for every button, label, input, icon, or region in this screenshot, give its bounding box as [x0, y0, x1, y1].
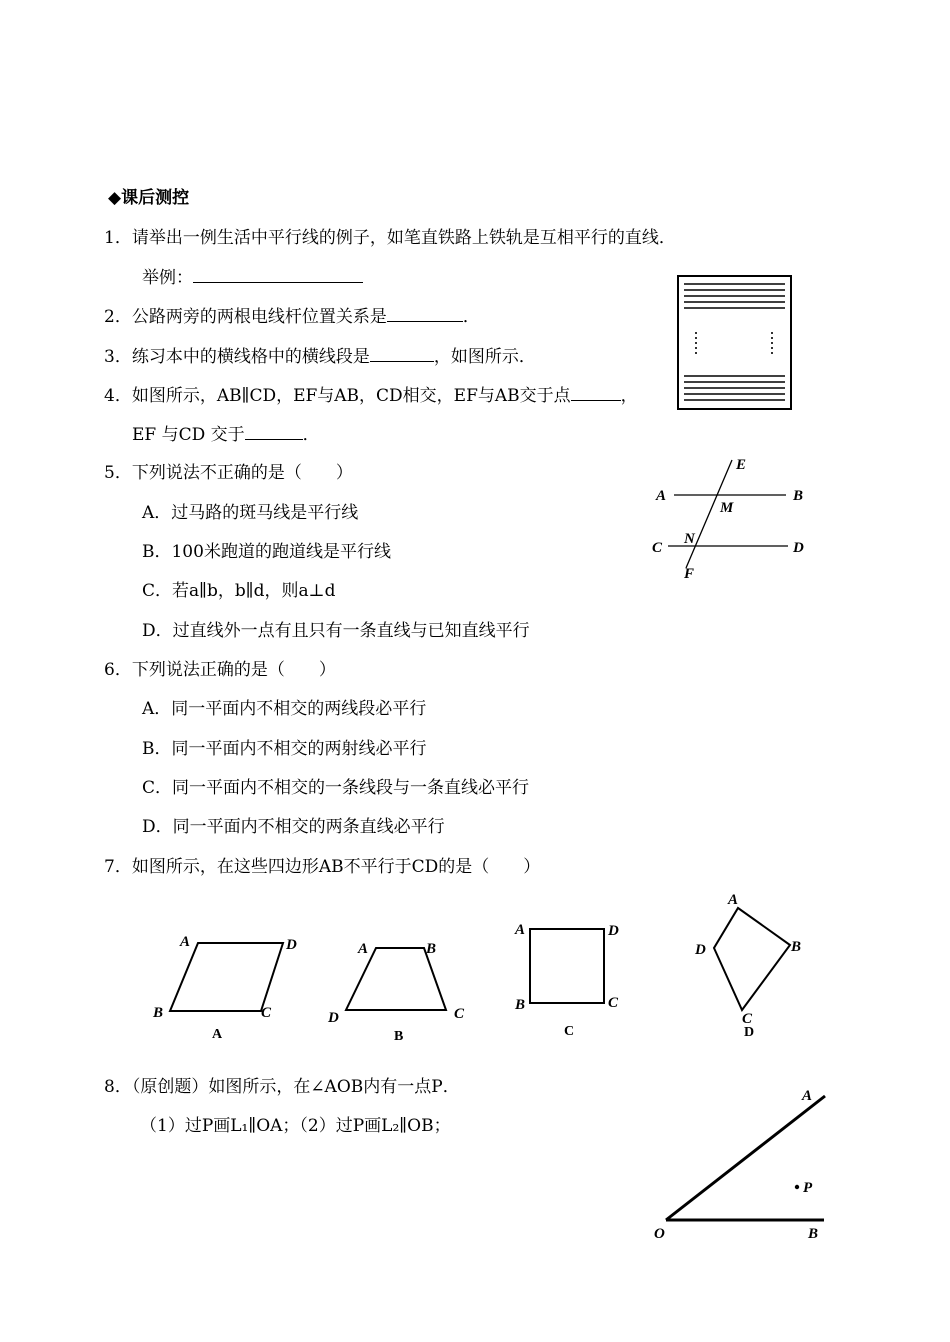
exercise-book-figure	[676, 274, 794, 412]
angle-label-a: A	[802, 1088, 813, 1104]
fig-label-e: E	[736, 457, 747, 473]
question-5-option-a: A．过马路的斑马线是平行线	[142, 503, 359, 523]
fig-label-b: B	[793, 488, 804, 504]
question-3	[104, 346, 536, 367]
quad-c-label-c: C	[608, 995, 619, 1011]
answer-blank	[387, 306, 463, 322]
angle-label-b: B	[808, 1226, 819, 1242]
question-6-option-b: B．同一平面内不相交的两射线必平行	[142, 739, 427, 759]
question-4-line2-text: EF 与CD 交于	[132, 425, 245, 445]
question-8: 8．（原创题）如图所示，在∠AOB内有一点P．	[104, 1077, 460, 1097]
question-3-end: ，如图所示．	[433, 347, 536, 367]
quad-d-label-b: B	[791, 939, 802, 955]
question-8-sub: （1）过P画L₁∥OA；（2）过P画L₂∥OB；	[140, 1116, 451, 1136]
question-4-line2-end: ．	[302, 425, 320, 445]
quad-b-label-b: B	[426, 941, 437, 957]
quad-b-caption: B	[394, 1029, 404, 1044]
question-4-line1-end: ，	[620, 386, 638, 406]
answer-blank	[245, 424, 303, 440]
quad-a-label-b: B	[153, 1005, 164, 1021]
question-5-option-d: D．过直线外一点有且只有一条直线与已知直线平行	[142, 621, 530, 641]
question-4-line2	[132, 424, 320, 445]
fig-label-a: A	[656, 488, 667, 504]
example-label: 举例：	[142, 268, 193, 288]
quad-a-label-d: D	[286, 937, 297, 953]
quad-a-label-c: C	[261, 1005, 272, 1021]
quadrilateral-b-figure	[326, 930, 476, 1045]
fig-label-f: F	[684, 566, 695, 580]
question-7: 7．如图所示，在这些四边形AB不平行于CD的是（ ）	[104, 857, 541, 877]
question-2	[104, 306, 480, 327]
question-3-text: 3．练习本中的横线格中的横线段是	[104, 347, 370, 367]
answer-blank	[571, 385, 621, 401]
question-6-option-c: C．同一平面内不相交的一条线段与一条直线必平行	[142, 778, 530, 798]
question-5-option-c: C．若a∥b，b∥d，则a⊥d	[142, 581, 336, 601]
fig-label-m: M	[720, 500, 734, 516]
quad-c-label-d: D	[608, 923, 619, 939]
fig-label-d: D	[793, 540, 804, 556]
angle-label-o: O	[654, 1226, 665, 1242]
question-6: 6．下列说法正确的是（ ）	[104, 660, 336, 680]
quad-b-label-d: D	[328, 1010, 339, 1026]
quadrilateral-d-figure	[690, 888, 815, 1043]
question-6-option-a: A．同一平面内不相交的两线段必平行	[142, 699, 427, 719]
quad-c-label-a: A	[515, 922, 526, 938]
question-1-example	[142, 267, 363, 288]
quad-a-label-a: A	[180, 934, 191, 950]
answer-blank	[193, 267, 363, 283]
point-p	[795, 1185, 799, 1189]
quad-d-label-c: C	[742, 1011, 753, 1027]
fig-label-n: N	[684, 531, 695, 547]
question-6-option-d: D．同一平面内不相交的两条直线必平行	[142, 817, 445, 837]
question-2-text: 2．公路两旁的两根电线杆位置关系是	[104, 307, 387, 327]
angle-label-p: P	[803, 1180, 813, 1196]
question-4	[104, 385, 638, 406]
quad-b-label-c: C	[454, 1006, 465, 1022]
section-title: ◆课后测控	[108, 188, 190, 208]
parallel-lines-figure	[648, 455, 818, 580]
quad-d-label-d: D	[695, 942, 706, 958]
quad-d-label-a: A	[728, 892, 739, 908]
question-4-line1: 4．如图所示，AB∥CD，EF与AB，CD相交，EF与AB交于点	[104, 386, 571, 406]
quad-a-caption: A	[212, 1027, 223, 1042]
question-1: 1．请举出一例生活中平行线的例子，如笔直铁路上铁轨是互相平行的直线．	[104, 228, 676, 248]
angle-aob-figure	[650, 1080, 830, 1245]
answer-blank	[370, 346, 434, 362]
quadrilateral-a-figure	[150, 928, 310, 1043]
quad-b-label-a: A	[358, 941, 369, 957]
fig-label-c: C	[652, 540, 663, 556]
quadrilateral-c-figure	[510, 915, 635, 1040]
question-5-option-b: B．100米跑道的跑道线是平行线	[142, 542, 391, 562]
quad-c-label-b: B	[515, 997, 526, 1013]
question-5: 5．下列说法不正确的是（ ）	[104, 463, 353, 483]
quad-d-caption: D	[744, 1025, 755, 1040]
quad-c-caption: C	[564, 1024, 575, 1039]
question-2-end: ．	[462, 307, 480, 327]
